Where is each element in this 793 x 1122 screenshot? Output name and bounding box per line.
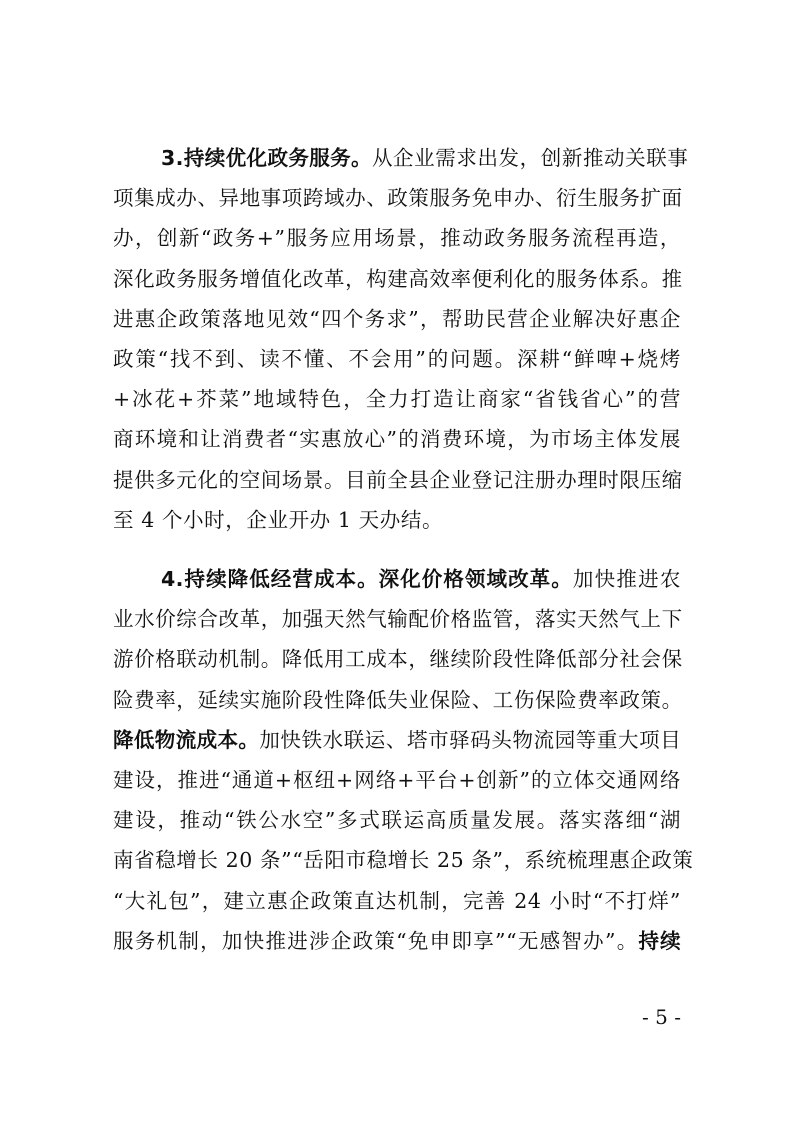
body-text: +冰花+芥菜”地域特色，全力打造让商家“省钱省心”的营: [113, 387, 681, 412]
text-line: [113, 500, 681, 540]
body-text: 建设，推动“铁公水空”多式联运高质量发展。落实落细“湖: [113, 808, 681, 833]
body-text: 服务机制，加快推进涉企政策“免申即享”“无感智办”。: [113, 928, 639, 953]
body-text: 南省稳增长 20 条”“岳阳市稳增长 25 条”，系统梳理惠企政策: [113, 848, 694, 873]
body-text: 项集成办、异地事项跨域办、政策服务免申办、衍生服务扩面: [113, 186, 683, 211]
text-line: [113, 840, 694, 880]
bold-heading-text: 降低物流成本。: [113, 727, 260, 752]
body-text: 办，创新“政务+”服务应用场景，推动政务服务流程再造，: [113, 226, 681, 251]
body-text: 商环境和让消费者“实惠放心”的消费环境，为市场主体发展: [113, 427, 681, 452]
body-text: 加快推进农: [572, 567, 681, 591]
bold-heading-text: 持续: [638, 928, 681, 953]
text-line: [113, 178, 681, 218]
body-text: 深化政务服务增值化改革，构建高效率便利化的服务体系。推: [113, 266, 683, 291]
text-line: [113, 460, 681, 500]
body-text: 进惠企政策落地见效“四个务求”，帮助民营企业解决好惠企: [113, 306, 681, 331]
bold-heading-text: 4.持续降低经营成本。深化价格领域改革。: [161, 567, 573, 591]
text-line: [113, 339, 681, 379]
text-line: [113, 138, 689, 178]
text-line: [113, 419, 681, 459]
paragraph-reduce-operating-costs: [113, 559, 694, 961]
body-text: 提供多元化的空间场景。目前全县企业登记注册办理时限压缩: [113, 467, 683, 492]
text-line: [113, 379, 681, 419]
body-text: 游价格联动机制。降低用工成本，继续阶段性降低部分社会保: [113, 647, 683, 672]
body-text: 政策“找不到、读不懂、不会用”的问题。深耕“鲜啤+烧烤: [113, 347, 681, 372]
text-line: [113, 720, 681, 760]
text-line: [113, 760, 681, 800]
body-text: 加快铁水联运、塔市驿码头物流园等重大项目: [259, 727, 682, 752]
text-line: [113, 921, 681, 961]
body-text: 业水价综合改革，加强天然气输配价格监管，落实天然气上下: [113, 607, 683, 632]
page-number: - 5 -: [642, 1005, 681, 1029]
text-line: [113, 259, 681, 299]
text-line: [113, 881, 681, 921]
text-line: [113, 599, 681, 639]
body-text: 至 4 个小时，企业开办 1 天办结。: [113, 507, 444, 532]
body-text: 险费率，延续实施阶段性降低失业保险、工伤保险费率政策。: [113, 687, 683, 712]
text-line: [113, 218, 681, 258]
text-line: [113, 559, 681, 599]
body-text: 从企业需求出发，创新推动关联事: [371, 146, 689, 170]
paragraph-optimize-government-services: [113, 138, 689, 540]
body-text: “大礼包”，建立惠企政策直达机制，完善 24 小时“不打烊”: [113, 888, 681, 913]
text-line: [113, 800, 681, 840]
bold-heading-text: 3.持续优化政务服务。: [161, 146, 372, 170]
body-text: 建设，推进“通道+枢纽+网络+平台+创新”的立体交通网络: [113, 768, 681, 793]
text-line: [113, 680, 681, 720]
text-line: [113, 639, 681, 679]
text-line: [113, 299, 681, 339]
